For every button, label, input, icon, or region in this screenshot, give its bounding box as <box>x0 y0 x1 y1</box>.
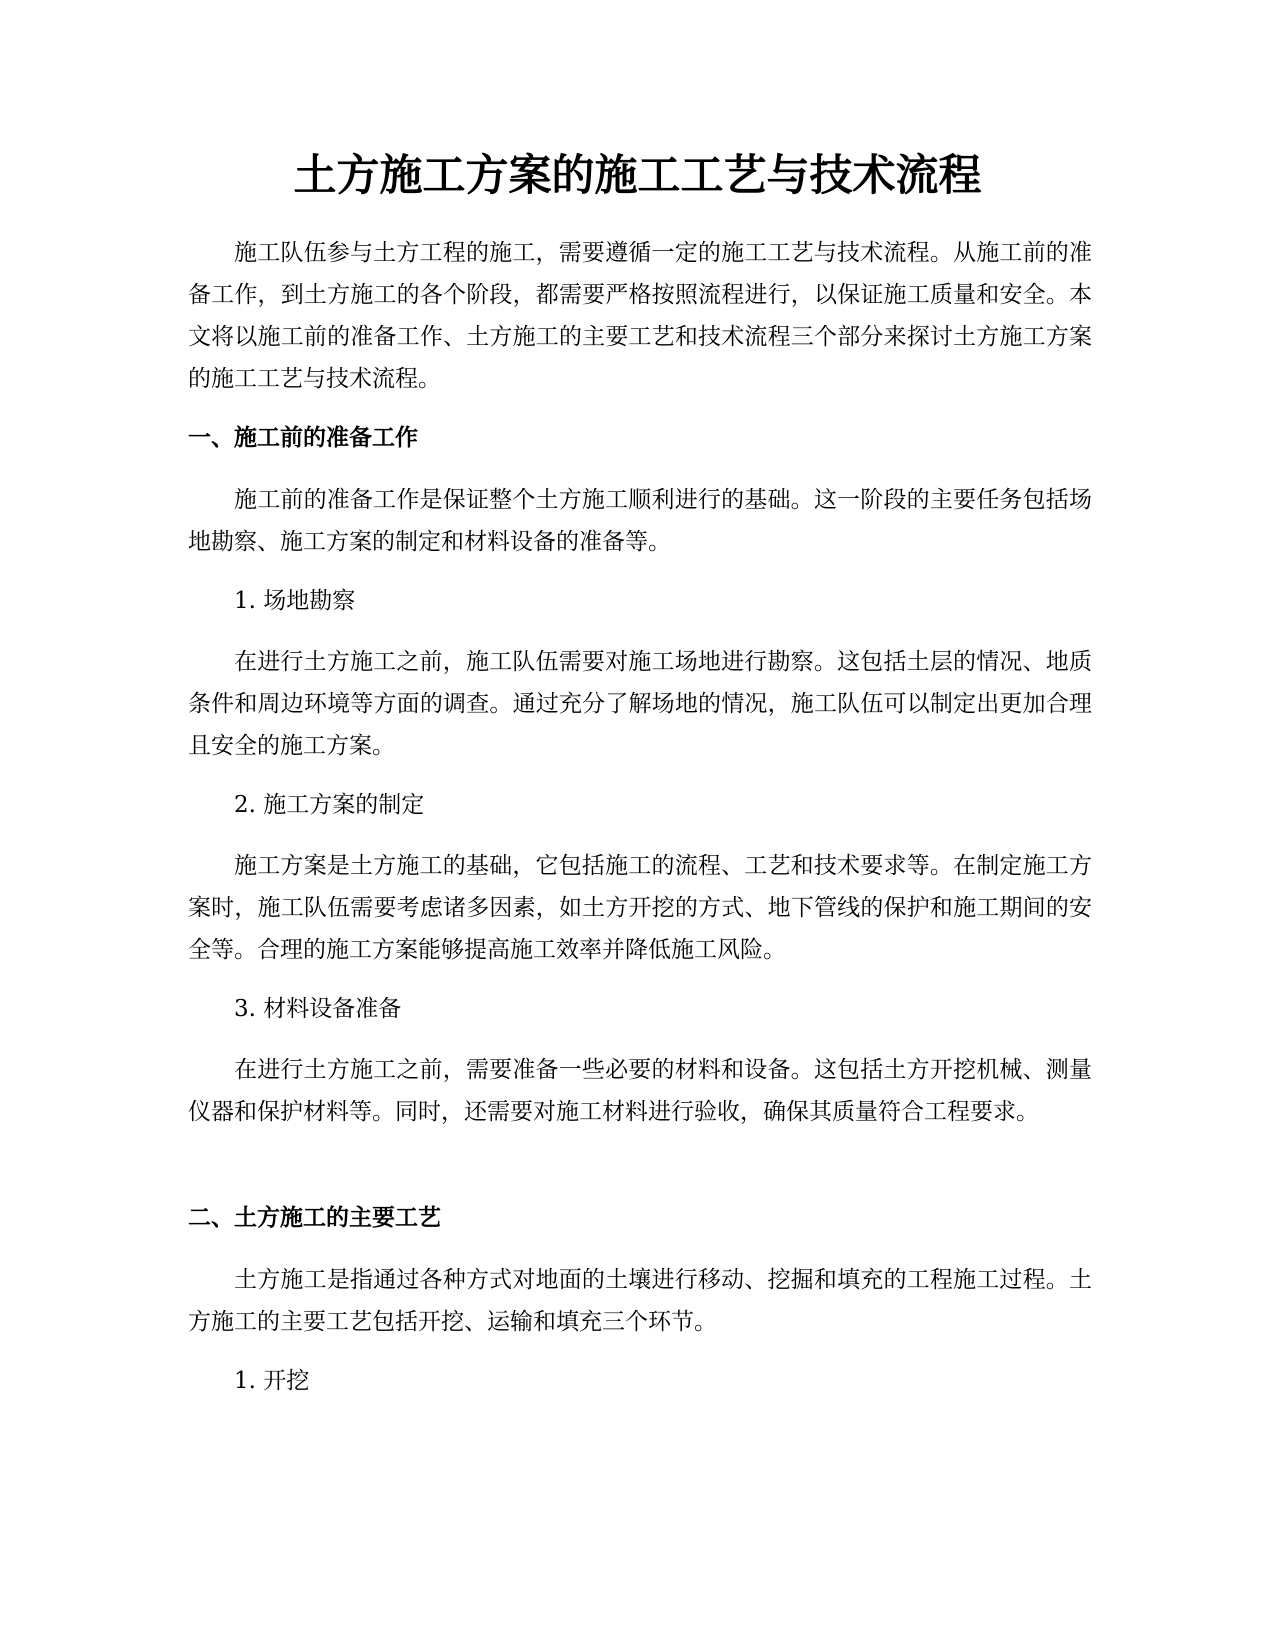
section-1-paragraph: 施工前的准备工作是保证整个土方施工顺利进行的基础。这一阶段的主要任务包括场地勘察、施工方案的制定和材料设备的准备等。 <box>188 487 1092 555</box>
item-plan-title: 2. 施工方案的制定 <box>234 792 425 818</box>
item-site-survey-title: 1. 场地勘察 <box>234 588 356 614</box>
section-1-heading: 一、施工前的准备工作 <box>188 425 418 451</box>
item-plan-paragraph: 施工方案是土方施工的基础，它包括施工的流程、工艺和技术要求等。在制定施工方案时，施工队伍需要考虑诸多因素，如土方开挖的方式、地下管线的保护和施工期间的安全等。合理的施工方案能够提高施工效率并降低施工风险。 <box>188 853 1092 963</box>
item-excavation-title: 1. 开挖 <box>234 1368 310 1394</box>
section-2-heading: 二、土方施工的主要工艺 <box>188 1205 441 1231</box>
item-site-survey-paragraph: 在进行土方施工之前，施工队伍需要对施工场地进行勘察。这包括土层的情况、地质条件和周边环境等方面的调查。通过充分了解场地的情况，施工队伍可以制定出更加合理且安全的施工方案。 <box>188 649 1092 759</box>
item-materials-paragraph: 在进行土方施工之前，需要准备一些必要的材料和设备。这包括土方开挖机械、测量仪器和保护材料等。同时，还需要对施工材料进行验收，确保其质量符合工程要求。 <box>188 1057 1092 1125</box>
document-title: 土方施工方案的施工工艺与技术流程 <box>293 151 982 201</box>
section-2-paragraph: 土方施工是指通过各种方式对地面的土壤进行移动、挖掘和填充的工程施工过程。土方施工的主要工艺包括开挖、运输和填充三个环节。 <box>188 1267 1092 1335</box>
item-materials-title: 3. 材料设备准备 <box>234 996 402 1022</box>
intro-paragraph: 施工队伍参与土方工程的施工，需要遵循一定的施工工艺与技术流程。从施工前的准备工作，到土方施工的各个阶段，都需要严格按照流程进行，以保证施工质量和安全。本文将以施工前的准备工作、土方施工的主要工艺和技术流程三个部分来探讨土方施工方案的施工工艺与技术流程。 <box>188 240 1092 392</box>
